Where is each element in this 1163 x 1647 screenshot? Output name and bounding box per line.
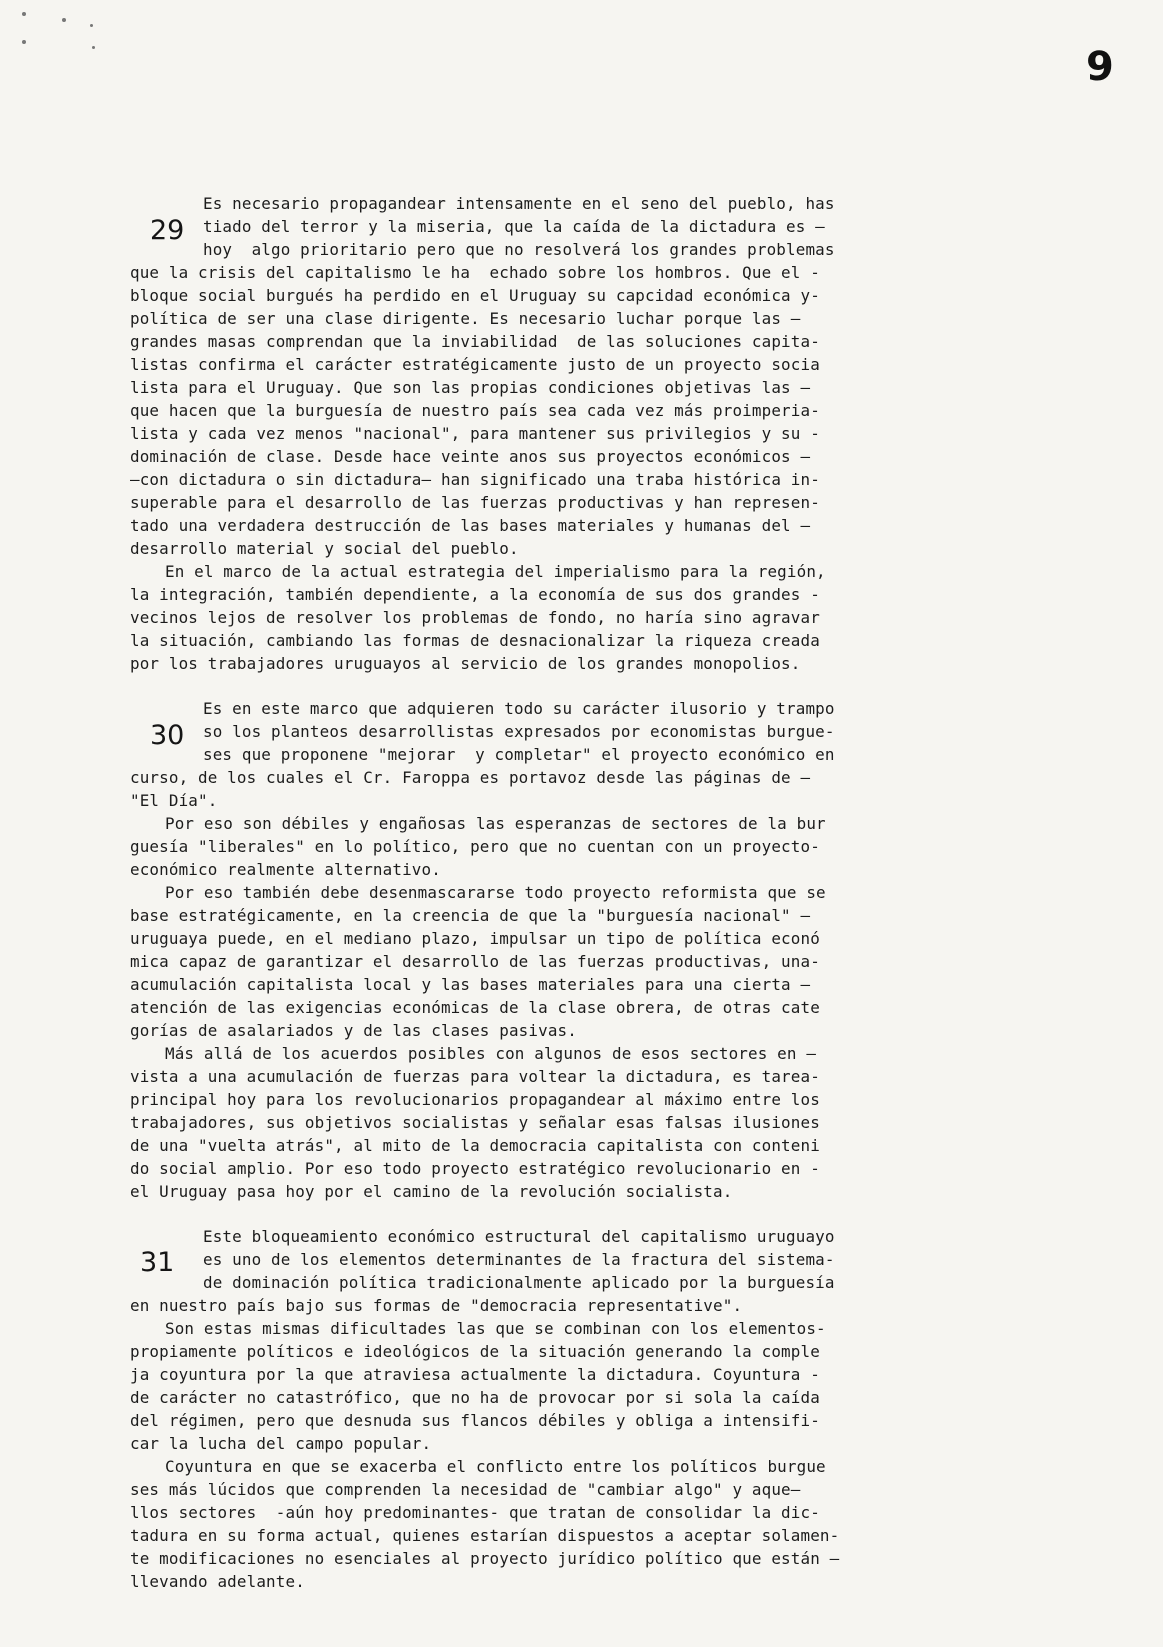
text-line: grandes masas comprendan que la inviabilidad de las soluciones capita- (130, 332, 820, 351)
text-line: que hacen que la burguesía de nuestro país sea cada vez más proimperia- (130, 401, 820, 420)
text-line: acumulación capitalista local y las bases materiales para una cierta — (130, 975, 811, 994)
text-line: "El Día". (130, 791, 218, 810)
text-line: te modificaciones no esenciales al proyecto jurídico político que están — (130, 1549, 840, 1568)
section-number: 30 (150, 720, 185, 751)
text-line: En el marco de la actual estrategia del imperialismo para la región, (165, 562, 826, 581)
page-number: 9 (1086, 44, 1114, 90)
text-line: llevando adelante. (130, 1572, 305, 1591)
section-number: 31 (140, 1247, 175, 1278)
text-line: vecinos lejos de resolver los problemas de fondo, no haría sino agravar (130, 608, 820, 627)
text-line: mica capaz de garantizar el desarrollo de las fuerzas productivas, una- (130, 952, 820, 971)
text-line: la situación, cambiando las formas de desnacionalizar la riqueza creada (130, 631, 820, 650)
text-line: guesía "liberales" en lo político, pero que no cuentan con un proyecto- (130, 837, 820, 856)
margin-speck (22, 12, 26, 16)
text-line: por los trabajadores uruguayos al servicio de los grandes monopolios. (130, 654, 801, 673)
text-line: Por eso son débiles y engañosas las esperanzas de sectores de la bur (165, 814, 826, 833)
text-line: de una "vuelta atrás", al mito de la democracia capitalista con conteni (130, 1136, 820, 1155)
text-line: lista para el Uruguay. Que son las propias condiciones objetivas las — (130, 378, 811, 397)
text-line: Por eso también debe desenmascararse todo proyecto reformista que se (165, 883, 826, 902)
text-line: car la lucha del campo popular. (130, 1434, 432, 1453)
text-line: política de ser una clase dirigente. Es necesario luchar porque las — (130, 309, 801, 328)
text-line: principal hoy para los revolucionarios propagandear al máximo entre los (130, 1090, 820, 1109)
text-line: Este bloqueamiento económico estructural del capitalismo uruguayo (203, 1227, 835, 1246)
margin-speck (62, 18, 66, 22)
text-line: tadura en su forma actual, quienes estarían dispuestos a aceptar solamen- (130, 1526, 840, 1545)
text-line: Es en este marco que adquieren todo su carácter ilusorio y trampo (203, 699, 835, 718)
text-line: que la crisis del capitalismo le ha echado sobre los hombros. Que el - (130, 263, 820, 282)
text-line: Más allá de los acuerdos posibles con algunos de esos sectores en — (165, 1044, 817, 1063)
section-number: 29 (150, 215, 185, 246)
text-line: tiado del terror y la miseria, que la caída de la dictadura es — (203, 217, 825, 236)
margin-speck (22, 40, 26, 44)
text-line: listas confirma el carácter estratégicamente justo de un proyecto socia (130, 355, 820, 374)
text-line: ses más lúcidos que comprenden la necesidad de "cambiar algo" y aque— (130, 1480, 801, 1499)
text-line: trabajadores, sus objetivos socialistas y señalar esas falsas ilusiones (130, 1113, 820, 1132)
text-line: llos sectores -aún hoy predominantes- que tratan de consolidar la dic- (130, 1503, 820, 1522)
text-line: es uno de los elementos determinantes de la fractura del sistema- (203, 1250, 835, 1269)
text-line: bloque social burgués ha perdido en el Uruguay su capcidad económica y- (130, 286, 820, 305)
text-line: del régimen, pero que desnuda sus flancos débiles y obliga a intensifi- (130, 1411, 820, 1430)
margin-speck (90, 24, 93, 27)
text-line: propiamente políticos e ideológicos de la situación generando la comple (130, 1342, 820, 1361)
text-line: dominación de clase. Desde hace veinte anos sus proyectos económicos — (130, 447, 811, 466)
text-line: Son estas mismas dificultades las que se combinan con los elementos- (165, 1319, 826, 1338)
text-line: vista a una acumulación de fuerzas para voltear la dictadura, es tarea- (130, 1067, 820, 1086)
text-line: en nuestro país bajo sus formas de "democracia representative". (130, 1296, 743, 1315)
text-line: tado una verdadera destrucción de las bases materiales y humanas del — (130, 516, 811, 535)
text-line: la integración, también dependiente, a la economía de sus dos grandes - (130, 585, 820, 604)
text-line: curso, de los cuales el Cr. Faroppa es portavoz desde las páginas de — (130, 768, 811, 787)
text-line: ja coyuntura por la que atraviesa actualmente la dictadura. Coyuntura - (130, 1365, 820, 1384)
text-line: de dominación política tradicionalmente aplicado por la burguesía (203, 1273, 835, 1292)
text-line: desarrollo material y social del pueblo. (130, 539, 519, 558)
text-line: hoy algo prioritario pero que no resolverá los grandes problemas (203, 240, 835, 259)
text-line: uruguaya puede, en el mediano plazo, impulsar un tipo de política econó (130, 929, 820, 948)
margin-speck (92, 46, 95, 49)
text-line: —con dictadura o sin dictadura— han significado una traba histórica in- (130, 470, 820, 489)
text-line: atención de las exigencias económicas de la clase obrera, de otras cate (130, 998, 820, 1017)
text-line: superable para el desarrollo de las fuerzas productivas y han represen- (130, 493, 820, 512)
text-line: do social amplio. Por eso todo proyecto estratégico revolucionario en - (130, 1159, 820, 1178)
text-line: base estratégicamente, en la creencia de que la "burguesía nacional" — (130, 906, 811, 925)
text-line: Coyuntura en que se exacerba el conflicto entre los políticos burgue (165, 1457, 826, 1476)
text-line: gorías de asalariados y de las clases pasivas. (130, 1021, 577, 1040)
text-line: Es necesario propagandear intensamente en el seno del pueblo, has (203, 194, 835, 213)
text-line: lista y cada vez menos "nacional", para mantener sus privilegios y su - (130, 424, 820, 443)
text-line: de carácter no catastrófico, que no ha de provocar por si sola la caída (130, 1388, 820, 1407)
text-line: el Uruguay pasa hoy por el camino de la revolución socialista. (130, 1182, 733, 1201)
text-line: ses que proponene "mejorar y completar" el proyecto económico en (203, 745, 835, 764)
text-line: so los planteos desarrollistas expresados por economistas burgue- (203, 722, 835, 741)
text-line: económico realmente alternativo. (130, 860, 441, 879)
